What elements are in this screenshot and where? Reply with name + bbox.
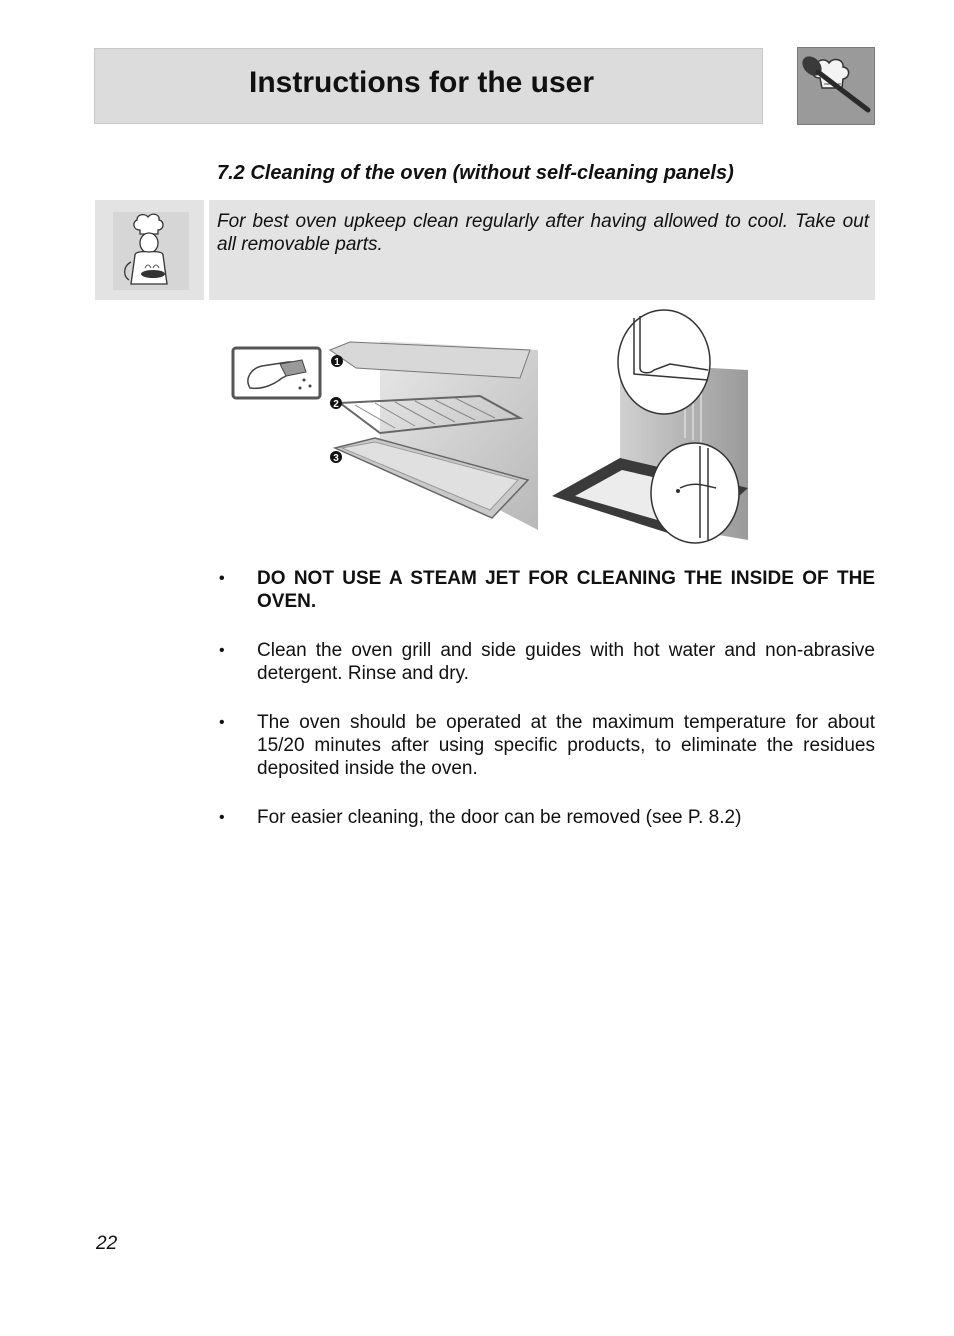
page-header-title: Instructions for the user [249, 66, 595, 99]
cleaning-cloth-icon [233, 348, 320, 398]
list-item-text: For easier cleaning, the door can be removed (see P. 8.2) [257, 807, 742, 828]
header-bar [94, 48, 763, 124]
chef-hat-spoon-icon [797, 47, 875, 125]
oven-door-drawing [552, 310, 748, 543]
chef-icon [95, 200, 204, 300]
list-item [217, 639, 875, 685]
svg-text:1: 1 [334, 357, 340, 368]
list-item [217, 806, 875, 829]
list-item-text: Clean the oven grill and side guides with hot water and non-abrasive detergent. Rinse and dry. [257, 640, 875, 684]
list-item-text: DO NOT USE A STEAM JET FOR CLEANING THE INSIDE OF THE OVEN. [257, 568, 875, 612]
cleaning-instructions-list [217, 567, 875, 855]
section-title: 7.2 Cleaning of the oven (without self-cleaning panels) [217, 162, 734, 184]
list-item-text: The oven should be operated at the maximum temperature for about 15/20 minutes after using specific products, to eliminate the residues deposited inside the oven. [257, 712, 875, 779]
callout-1 [331, 355, 343, 368]
page-number: 22 [96, 1233, 118, 1254]
callout-2 [330, 397, 342, 410]
oven-cleaning-illustration [230, 308, 750, 548]
svg-text:2: 2 [333, 399, 339, 410]
bullet-icon: • [219, 642, 225, 659]
note-icon-box [95, 200, 204, 300]
oven-shelves-drawing [330, 341, 538, 530]
callout-3 [330, 451, 342, 464]
svg-text:3: 3 [333, 453, 339, 464]
bullet-icon: • [219, 570, 225, 587]
list-item [217, 567, 875, 613]
bullet-icon: • [219, 714, 225, 731]
bullet-icon: • [219, 809, 225, 826]
list-item [217, 711, 875, 780]
note-text: For best oven upkeep clean regularly after having allowed to cool. Take out all removable parts. [209, 200, 875, 300]
